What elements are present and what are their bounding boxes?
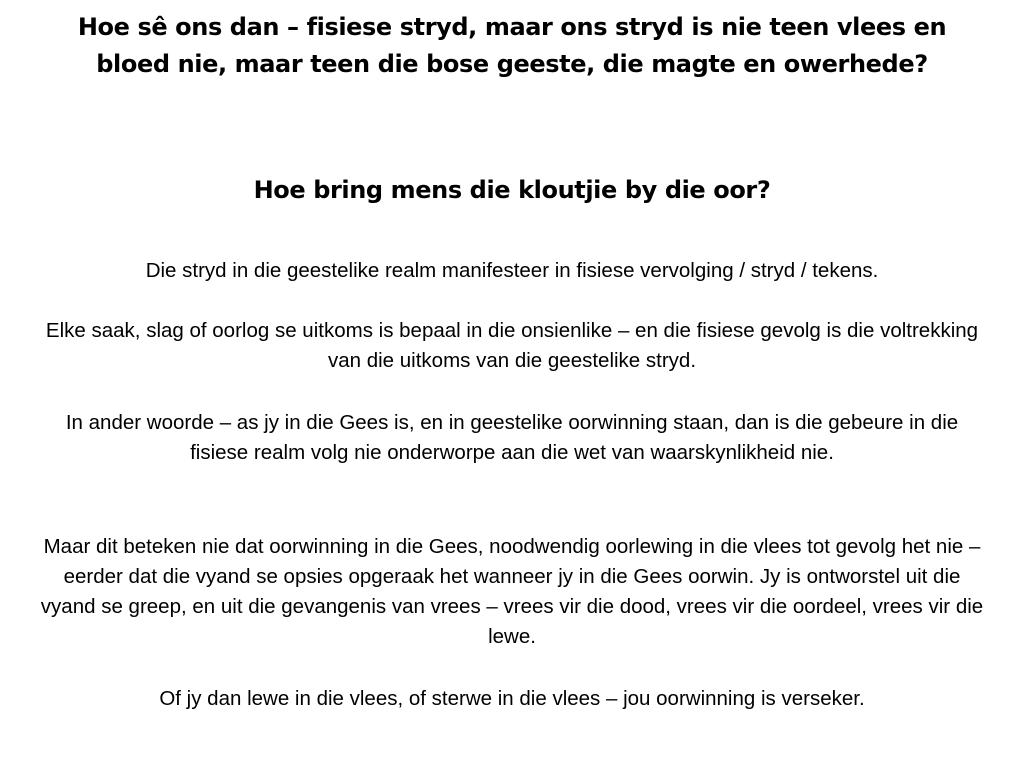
slide-heading-question: Hoe sê ons dan – fisiese stryd, maar ons stryd is nie teen vlees en bloed nie, maar teen die bose geeste, die magte en owerhede?: [77, 13, 947, 78]
paragraph-3: In ander woorde – as jy in die Gees is, en in geestelike oorwinning staan, dan is die gebeure in die fisiese realm volg nie onderworpe aan die wet van waarskynlikheid nie.: [65, 411, 959, 464]
slide-heading-subquestion: Hoe bring mens die kloutjie by die oor?: [253, 176, 771, 204]
paragraph-2: Elke saak, slag of oorlog se uitkoms is bepaal in die onsienlike – en die fisiese gevolg is die voltrekking van die uitkoms van die geestelike stryd.: [45, 319, 979, 372]
paragraph-5: Of jy dan lewe in die vlees, of sterwe in die vlees – jou oorwinning is verseker.: [159, 687, 865, 710]
paragraph-4: Maar dit beteken nie dat oorwinning in die Gees, noodwendig oorlewing in die vlees tot gevolg het nie – eerder dat die vyand se opsies opgeraak het wanneer jy in die Gees oorwin. Jy is ontworstel uit die vyand se greep, en uit die gevangenis van vrees – vrees vir die dood, vrees vir die oordeel, vrees vir die lewe.: [40, 535, 984, 648]
paragraph-1: Die stryd in die geestelike realm manifesteer in fisiese vervolging / stryd / tekens.: [145, 259, 879, 282]
